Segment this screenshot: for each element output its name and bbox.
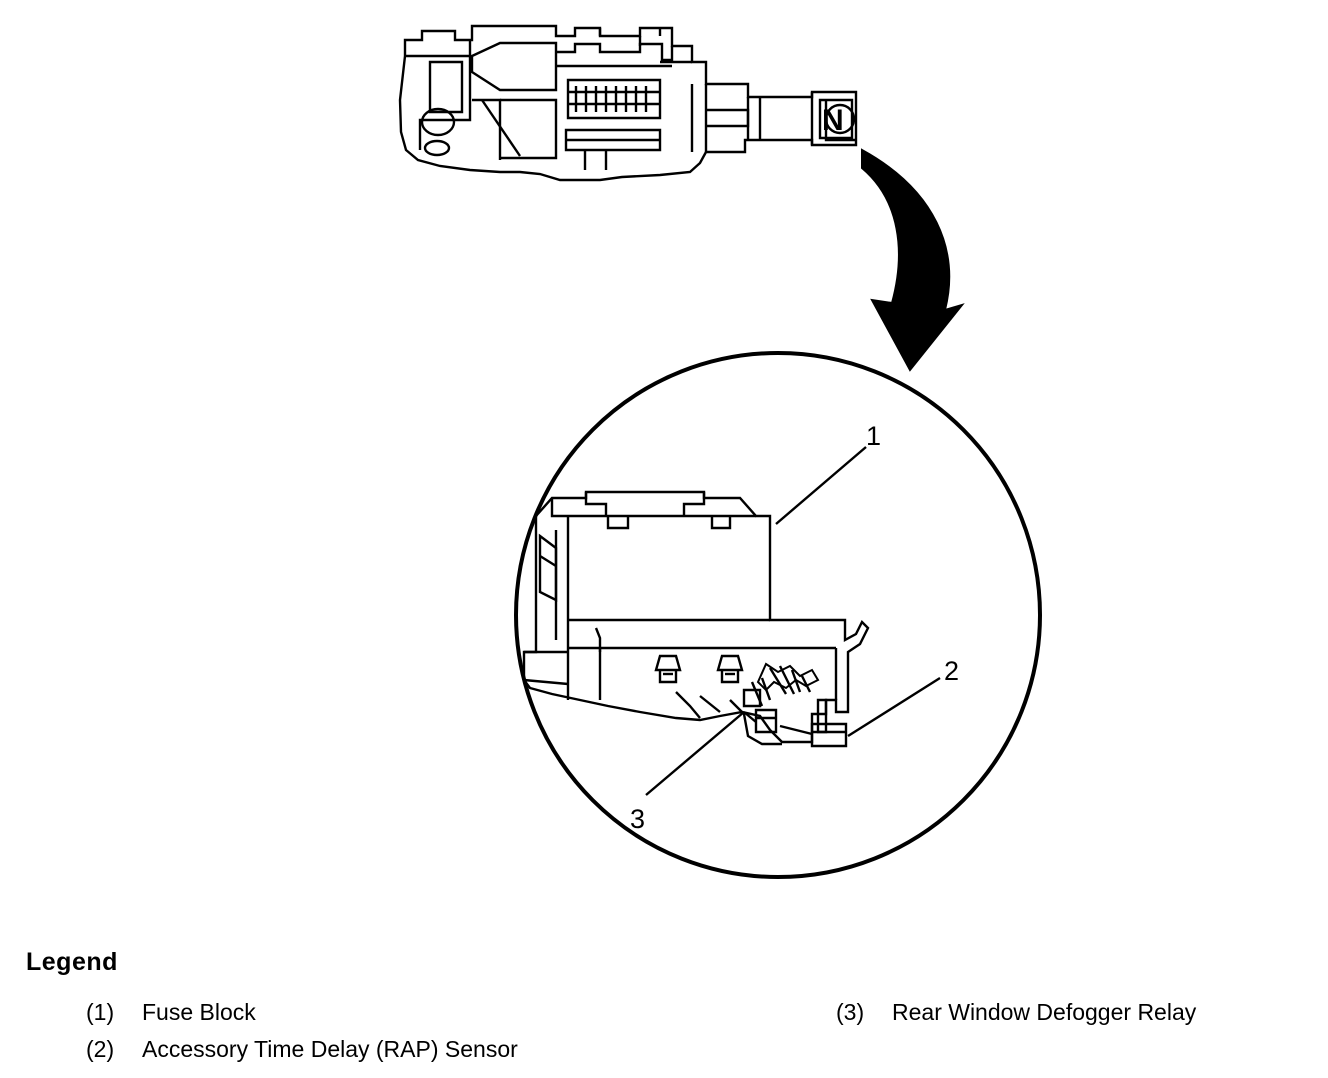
- fuse-block-detail-illustration: [524, 492, 868, 746]
- legend-item-number: (2): [86, 1036, 115, 1062]
- legend-item-number: (1): [86, 999, 115, 1025]
- legend-item-label: Rear Window Defogger Relay: [892, 999, 1197, 1025]
- legend-column-left: [86, 998, 786, 1072]
- leader-line-3: [646, 712, 744, 795]
- legend-item: [86, 1035, 786, 1063]
- legend-item-number: (3): [836, 999, 865, 1025]
- zoom-arrow: [862, 150, 962, 370]
- callout-number-2: 2: [944, 656, 960, 686]
- legend-column-right: [836, 998, 1306, 1035]
- leader-line-1: [776, 447, 866, 524]
- callout-number-3: 3: [630, 804, 646, 834]
- legend-item: [86, 998, 786, 1026]
- detail-circle: [516, 353, 1040, 877]
- legend-item-label: Accessory Time Delay (RAP) Sensor: [142, 1036, 518, 1062]
- legend-item-label: Fuse Block: [142, 999, 256, 1025]
- top-assembly-illustration: [400, 26, 856, 180]
- legend-title: Legend: [26, 948, 118, 976]
- leader-line-2: [848, 678, 940, 736]
- legend-item: [836, 998, 1306, 1026]
- detail-marking-label: N: [822, 104, 844, 137]
- callout-number-1: 1: [866, 421, 882, 451]
